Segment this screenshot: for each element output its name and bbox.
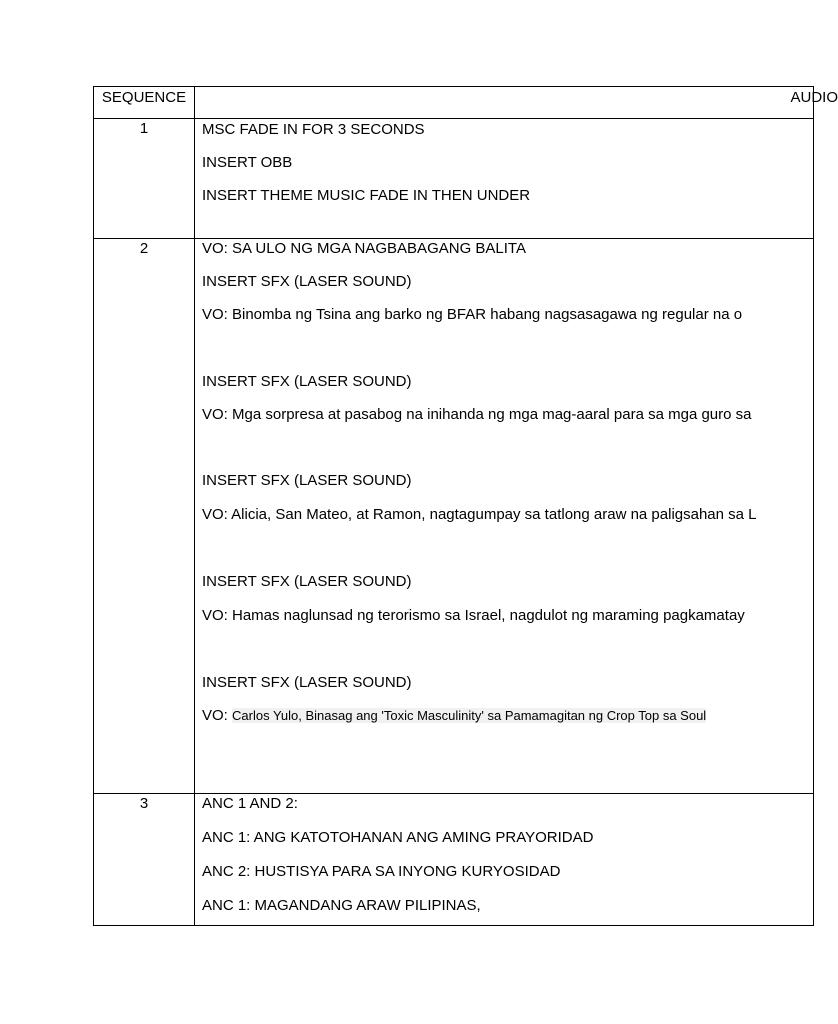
audio-line: ANC 2: HUSTISYA PARA SA INYONG KURYOSIDAD: [202, 863, 561, 880]
audio-line: INSERT OBB: [202, 154, 293, 171]
audio-line: VO: SA ULO NG MGA NAGBABAGANG BALITA: [202, 240, 526, 257]
header-audio: [195, 87, 838, 119]
header-row: [94, 87, 814, 119]
audio-cell: [195, 119, 814, 239]
audio-line: ANC 1: MAGANDANG ARAW PILIPINAS,: [202, 897, 481, 914]
audio-line: VO: Mga sorpresa at pasabog na inihanda ng mga mag-aaral para sa mga guro sa: [202, 406, 752, 423]
audio-line: INSERT SFX (LASER SOUND): [202, 674, 412, 691]
audio-line: INSERT SFX (LASER SOUND): [202, 573, 412, 590]
audio-cell: [195, 794, 814, 926]
audio-line: INSERT SFX (LASER SOUND): [202, 273, 412, 290]
audio-line: ANC 1: ANG KATOTOHANAN ANG AMING PRAYORIDAD: [202, 829, 594, 846]
headline-text: Carlos Yulo, Binasag ang 'Toxic Masculinity' sa Pamamagitan ng Crop Top sa Soul: [232, 708, 707, 723]
audio-cell: [195, 239, 814, 794]
audio-line: INSERT THEME MUSIC FADE IN THEN UNDER: [202, 187, 531, 204]
sequence-number: 3: [94, 794, 195, 926]
audio-line: VO: Binomba ng Tsina ang barko ng BFAR habang nagsasagawa ng regular na o: [202, 306, 743, 323]
audio-line: VO: Hamas naglunsad ng terorismo sa Israel, nagdulot ng maraming pagkamatay: [202, 607, 745, 624]
audio-line: ANC 1 AND 2:: [202, 795, 298, 812]
table-row: [94, 119, 814, 239]
audio-line: MSC FADE IN FOR 3 SECONDS: [202, 121, 425, 138]
sequence-number: 2: [94, 239, 195, 794]
table-row: [94, 794, 814, 926]
sequence-number: 1: [94, 119, 195, 239]
audio-line: INSERT SFX (LASER SOUND): [202, 472, 412, 489]
table-row: [94, 239, 814, 794]
header-audio-label: AUDIO: [790, 89, 838, 106]
header-sequence: SEQUENCE: [94, 87, 195, 119]
audio-line-vo: [202, 707, 813, 724]
vo-label: VO:: [202, 707, 233, 724]
audio-line: INSERT SFX (LASER SOUND): [202, 373, 412, 390]
audio-line: VO: Alicia, San Mateo, at Ramon, nagtagumpay sa tatlong araw na paligsahan sa L: [202, 506, 757, 523]
script-table: [93, 86, 838, 926]
